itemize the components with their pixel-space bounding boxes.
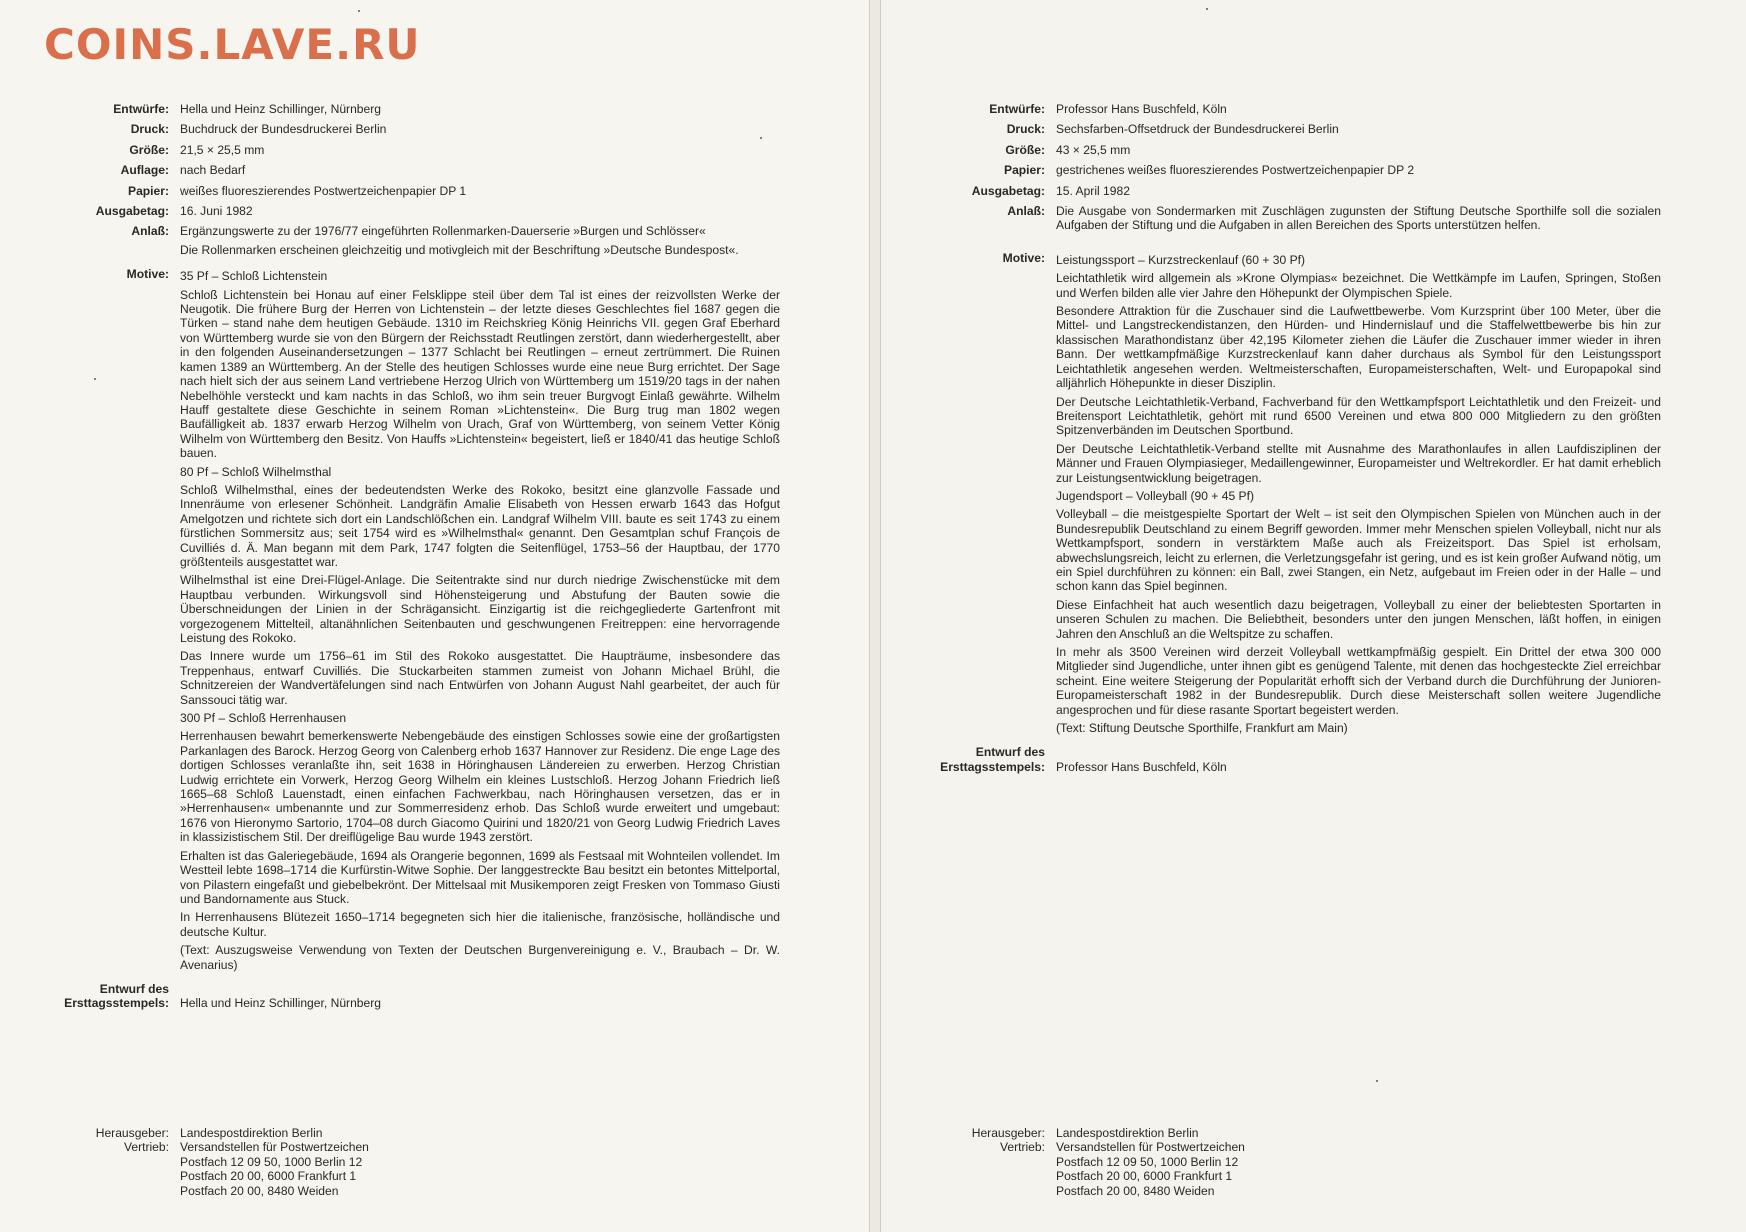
detail-label: Ausgabetag: — [971, 183, 1045, 198]
right-page — [880, 0, 1746, 1232]
motive-list — [1056, 251, 1661, 740]
motive-paragraph: Wilhelmsthal ist eine Drei-Flügel-Anlage. Die Seitentrakte sind nur durch niedrige Zwischenstücke mit dem Hauptbau verbunden. Wirkungsvoll sind Höhensteigerung und Abstufung der Bauten sowie die Überschneidungen der Linien in der Schrägansicht. Einzigartig ist die reichgegliederte Gartenfront mit vorgezogenem Mittelteil, altanähnlichen Seitenbauten und geschwungenen Freitreppen: eine hervorragende Leistung des Rokoko. — [180, 573, 780, 645]
stamp-label — [60, 982, 180, 1011]
motive-paragraph: Der Deutsche Leichtathletik-Verband stellte mit Ausnahme des Marathonlaufes in allen Laufdisziplinen der Männer und Frauen Olympiasieger, Medaillengewinner, Europameister und Weltrekordler. Er hat damit erheblich zur Leistungsentwicklung beigetragen. — [1056, 441, 1661, 485]
detail-value: Professor Hans Buschfeld, Köln — [1056, 102, 1227, 116]
vertrieb-lines — [1056, 1140, 1426, 1198]
detail-label: Entwürfe: — [989, 102, 1045, 116]
address-line: Versandstellen für Postwertzeichen — [180, 1140, 369, 1155]
publisher-block — [60, 1126, 560, 1198]
detail-row — [60, 102, 780, 116]
stamp-label-line-2: Ersttagsstempels: — [940, 759, 1045, 774]
motive-paragraph: Besondere Attraktion für die Zuschauer sind die Laufwettbewerbe. Vom Kurzsprint über 100 Meter, über die Mittel- und Langstreckendistanzen, den Hürden- und Hindernislauf und die Staffelwettbewerbe bis hin zur klassischen Marathondistanz über 42,195 Kilometer ziehen die Läufer die Zuschauer immer wieder in ihren Bann. Der wettkampfmäßige Kurzstreckenlauf kann daher durchaus als Symbol für den Leistungssport Leichtathletik angesehen werden. Weltmeisterschaften, Europameisterschaften, Welt- und Europapokal sind alljährlich Höhepunkte in dieser Disziplin. — [1056, 304, 1661, 391]
motive-paragraph: Volleyball – die meistgespielte Sportart der Welt – ist seit den Olympischen Spielen von München auch in der Bundesrepublik Deutschland zu einem Begriff geworden. Immer mehr Menschen spielen Volleyball, nicht nur als Wettkampfsport, sondern in verstärktem Maße auch als Freizeitsport. Das Spiel ist erholsam, abwechslungsreich, leicht zu erlernen, die Verletzungsgefahr ist gering, und es ist kein großer Aufwand nötig, um ein Spiel durchführen zu können: ein Ball, zwei Stangen, ein Netz, aufgebaut im Freien oder in der Halle – und schon kann das Spiel beginnen. — [1056, 507, 1661, 594]
anlass-text — [180, 224, 780, 261]
paragraph: Die Ausgabe von Sondermarken mit Zuschlägen zugunsten der Stiftung Deutsche Sporthilfe soll die sozialen Aufgaben der Stiftung und die Aufgaben in allen Bereichen des Sports unterstützen helfen. — [1056, 204, 1661, 233]
vertrieb-row — [926, 1140, 1426, 1198]
address-line: Postfach 20 00, 6000 Frankfurt 1 — [180, 1169, 357, 1184]
motive-title: 300 Pf – Schloß Herrenhausen — [180, 711, 347, 726]
left-sheet — [60, 102, 780, 1017]
paper-speck — [358, 10, 360, 12]
detail-label: Papier: — [1004, 163, 1045, 178]
motive-label: Motive: — [1002, 250, 1045, 265]
address-line: Postfach 12 09 50, 1000 Berlin 12 — [1056, 1154, 1239, 1169]
stamp-label-line-1: Entwurf des — [99, 981, 169, 996]
detail-row — [60, 184, 780, 198]
motive-title: Jugendsport – Volleyball (90 + 45 Pf) — [1056, 488, 1254, 503]
motive-row — [926, 251, 1661, 740]
herausgeber-row — [60, 1126, 560, 1140]
address-line: Postfach 20 00, 6000 Frankfurt 1 — [1056, 1169, 1233, 1184]
motive-title: 80 Pf – Schloß Wilhelmsthal — [180, 464, 332, 479]
detail-row — [926, 163, 1661, 177]
address-line: Versandstellen für Postwertzeichen — [1056, 1140, 1245, 1155]
motive-paragraph: Erhalten ist das Galeriegebäude, 1694 als Orangerie begonnen, 1699 als Festsaal mit Wohnteilen vollendet. Im Westteil lebte 1698–1714 die Kurfürstin-Witwe Sophie. Der langgestreckte Bau besitzt ein betontes Mittelportal, von Pilastern eingefaßt und giebelbekrönt. Der Mittelsaal mit Musikemporen zeigt Fresken von Tommaso Giusti und Bandornamente aus Stuck. — [180, 848, 780, 906]
motive-label: Motive: — [126, 267, 169, 282]
motive-title: Leistungssport – Kurzstreckenlauf (60 + 30 Pf) — [1056, 252, 1306, 267]
detail-value: 15. April 1982 — [1056, 183, 1130, 198]
stamp-label-line-2: Ersttagsstempels: — [64, 996, 169, 1011]
paper-speck — [1206, 8, 1208, 10]
motive-paragraph: In mehr als 3500 Vereinen wird derzeit Volleyball wettkampfmäßig gespielt. Ein Drittel der etwa 300 000 Mitglieder sind Jugendliche, unter ihnen gibt es genügend Talente, mit denen das hochgesteckte Ziel erreichbar scheint. Eine weitere Steigerung der Popularität erhofft sich der Verband durch die Durchführung der Junioren-Europameisterschaft 1982 in der Bundesrepublik. Durch diese Meisterschaft sollen weitere Jugendliche angesprochen und für diese rasante Sportart begeistert werden. — [1056, 645, 1661, 717]
anlass-text — [1056, 204, 1661, 237]
vertrieb-label: Vertrieb: — [999, 1140, 1045, 1155]
detail-value: weißes fluoreszierendes Postwertzeichenpapier DP 1 — [180, 183, 467, 198]
herausgeber-value: Landespostdirektion Berlin — [180, 1126, 323, 1140]
details-list — [926, 102, 1661, 198]
detail-label: Ausgabetag: — [95, 204, 169, 219]
address-line: Postfach 20 00, 8480 Weiden — [180, 1183, 339, 1198]
stamp-row — [926, 745, 1661, 774]
detail-row — [60, 143, 780, 157]
vertrieb-row — [60, 1140, 560, 1198]
herausgeber-label: Herausgeber: — [971, 1126, 1045, 1140]
detail-label: Entwürfe: — [113, 102, 169, 116]
motive-paragraph: Diese Einfachheit hat auch wesentlich dazu beigetragen, Volleyball zu einer der beliebtesten Sportarten in unseren Schulen zu machen. Die Beliebtheit, besonders unter den jungen Menschen, läßt hoffen, in einigen Jahren den Anschluß an die Weltspitze zu schaffen. — [1056, 597, 1661, 641]
detail-value: Hella und Heinz Schillinger, Nürnberg — [180, 102, 381, 116]
detail-row — [926, 143, 1661, 157]
anlass-label: Anlaß: — [1007, 204, 1045, 219]
detail-value: 16. Juni 1982 — [180, 204, 253, 219]
paragraph: Die Rollenmarken erscheinen gleichzeitig und motivgleich mit der Beschriftung »Deutsche Bundespost«. — [180, 242, 739, 257]
details-list — [60, 102, 780, 218]
motive-paragraph: (Text: Stiftung Deutsche Sporthilfe, Frankfurt am Main) — [1056, 721, 1348, 736]
detail-value: 21,5 × 25,5 mm — [180, 142, 265, 157]
detail-label: Größe: — [1005, 142, 1045, 157]
motive-paragraph: Schloß Wilhelmsthal, eines der bedeutendsten Werke des Rokoko, besitzt eine glanzvolle Fassade und Innenräume von erlesener Schönheit. Landgräfin Amalie Elisabeth von Hessen erwarb 1643 das Hofgut Amelgotzen und richtete sich dort ein Landschlößchen ein. Landgraf Wilhelm VIII. baute es seit 1743 zu einem fürstlichen Sommersitz aus; seit 1754 wird es »Wilhelmsthal« genannt. Den Gesamtplan schuf François de Cuvilliés d. Ä. Man begann mit dem Park, 1747 folgten die Seitenflügel, 1753–56 der Hauptbau, der 1770 größtenteils ausgestattet war. — [180, 482, 780, 569]
detail-value: gestrichenes weißes fluoreszierendes Postwertzeichenpapier DP 2 — [1056, 163, 1415, 178]
herausgeber-label: Herausgeber: — [95, 1126, 169, 1140]
paragraph: Ergänzungswerte zu der 1976/77 eingeführten Rollenmarken-Dauerserie »Burgen und Schlösser« — [180, 224, 706, 239]
detail-row — [926, 122, 1661, 136]
vertrieb-label: Vertrieb: — [123, 1140, 169, 1155]
anlass-label: Anlaß: — [131, 224, 169, 239]
motive-row — [60, 267, 780, 976]
address-line: Postfach 20 00, 8480 Weiden — [1056, 1183, 1215, 1198]
stamp-label — [926, 745, 1056, 774]
detail-row — [60, 122, 780, 136]
stamp-label-line-1: Entwurf des — [975, 745, 1045, 760]
paper-speck — [1376, 1080, 1378, 1082]
detail-value: 43 × 25,5 mm — [1056, 142, 1131, 157]
detail-label: Auflage: — [120, 163, 169, 178]
detail-value: nach Bedarf — [180, 163, 246, 178]
motive-paragraph: Leichtathletik wird allgemein als »Krone Olympias« bezeichnet. Die Wettkämpfe im Laufen, Springen, Stoßen und Werfen bilden alle vier Jahre den Höhepunkt der Olympischen Spiele. — [1056, 271, 1661, 300]
detail-row — [60, 204, 780, 218]
anlass-row — [60, 224, 780, 261]
motive-paragraph: Das Innere wurde um 1756–61 im Stil des Rokoko ausgestattet. Die Haupträume, insbesondere das Treppenhaus, entwarf Cuvilliés. Die Stuckarbeiten stammen zumeist von Johann Michael Brühl, die Schnitzereien der Wandvertäfelungen sind nach Entwürfen von Johann August Nahl gearbeitet, der auch für Sanssouci tätig war. — [180, 649, 780, 707]
vertrieb-lines — [180, 1140, 560, 1198]
right-sheet — [926, 102, 1661, 780]
detail-row — [926, 184, 1661, 198]
detail-value: Sechsfarben-Offsetdruck der Bundesdruckerei Berlin — [1056, 122, 1339, 137]
stamp-row — [60, 982, 780, 1011]
stamp-value: Professor Hans Buschfeld, Köln — [1056, 759, 1227, 774]
motive-paragraph: (Text: Auszugsweise Verwendung von Texten der Deutschen Burgenvereinigung e. V., Braubach – Dr. W. Avenarius) — [180, 943, 780, 972]
detail-value: Buchdruck der Bundesdruckerei Berlin — [180, 122, 387, 137]
motive-paragraph: Herrenhausen bewahrt bemerkenswerte Nebengebäude des einstigen Schlosses sowie eine der großartigsten Parkanlagen des Barock. Herzog Georg von Calenberg erhob 1637 Hannover zur Residenz. Die enge Lage des dortigen Schlosses veranlaßte ihn, seit 1638 in Höringhausen Ländereien zu erwerben. Herzog Christian Ludwig errichtete ein Vorwerk, Herzog Georg Wilhelm ein kleines Lustschloß. Herzog Johann Friedrich ließ 1665–68 Schloß Lauenstadt, einen einfachen Fachwerkbau, nach Höringhausen versetzen, das er in »Herrenhausen« umbenannte und zur Sommerresidenz erhob. Das Schloß wurde erweitert und umgebaut: 1676 von Hieronymo Sartorio, 1704–08 durch Giacomo Quirini und 1820/21 von Georg Ludwig Friedrich Laves in klassizistischem Stil. Der dreiflügelige Bau wurde 1943 zerstört. — [180, 729, 780, 845]
motive-list — [180, 267, 780, 976]
detail-label: Papier: — [128, 183, 169, 198]
detail-label: Druck: — [130, 122, 169, 137]
address-line: Postfach 12 09 50, 1000 Berlin 12 — [180, 1154, 363, 1169]
stamp-value: Hella und Heinz Schillinger, Nürnberg — [180, 996, 381, 1011]
detail-row — [926, 102, 1661, 116]
motive-paragraph: In Herrenhausens Blütezeit 1650–1714 begegneten sich hier die italienische, französische, holländische und deutsche Kultur. — [180, 910, 780, 939]
detail-label: Größe: — [129, 142, 169, 157]
herausgeber-value: Landespostdirektion Berlin — [1056, 1126, 1199, 1140]
watermark: COINS.LAVE.RU — [44, 20, 421, 69]
motive-title: 35 Pf – Schloß Lichtenstein — [180, 269, 328, 284]
publisher-block — [926, 1126, 1426, 1198]
detail-label: Druck: — [1006, 122, 1045, 137]
anlass-row — [926, 204, 1661, 237]
motive-paragraph: Der Deutsche Leichtathletik-Verband, Fachverband für den Wettkampfsport Leichtathletik und den Freizeit- und Breitensport Leichtathletik, gehört mit rund 6500 Vereinen und etwa 800 000 Mitgliedern zu den größten Spitzenverbänden im Deutschen Sportbund. — [1056, 394, 1661, 438]
left-page — [0, 0, 870, 1232]
detail-row — [60, 163, 780, 177]
motive-paragraph: Schloß Lichtenstein bei Honau auf einer Felsklippe steil über dem Tal ist eines der reizvollsten Werke der Neugotik. Die frühere Burg der Herren von Lichtenstein – der letzte dieses Geschlechtes fiel 1687 gegen die Türken – stand nahe dem heutigen Gebäude. 1310 im Reichskrieg König Heinrichs VII. gegen Graf Eberhard von Württemberg wurde sie von den Bürgern der Reichsstadt Reutlingen zerstört, dann wiederhergestellt, aber in den folgenden Auseinandersetzungen – 1377 Schlacht bei Reutlingen – erneut zertrümmert. Die Ruinen kamen 1389 an Württemberg. An der Stelle des heutigen Schlosses wurde eine neue Burg errichtet. Der Sage nach hielt sich der aus seinem Land vertriebene Herzog Ulrich von Württemberg um 1519/20 tags in der nahen Nebelhöhle versteckt und kam nachts in das Schloß, wo ihm sein treuer Burgvogt Einlaß gewährte. Wilhelm Hauff gestaltete diese Geschichte in seinem Roman »Lichtenstein«. Die Burg trug man 1802 wegen Baufälligkeit ab. 1837 erwarb Herzog Wilhelm von Urach, Graf von Württemberg, von seinem Vetter König Wilhelm von Württemberg den Besitz. Von Hauffs »Lichtenstein« begeistert, ließ er 1840/41 das heutige Schloß bauen. — [180, 287, 780, 461]
herausgeber-row — [926, 1126, 1426, 1140]
